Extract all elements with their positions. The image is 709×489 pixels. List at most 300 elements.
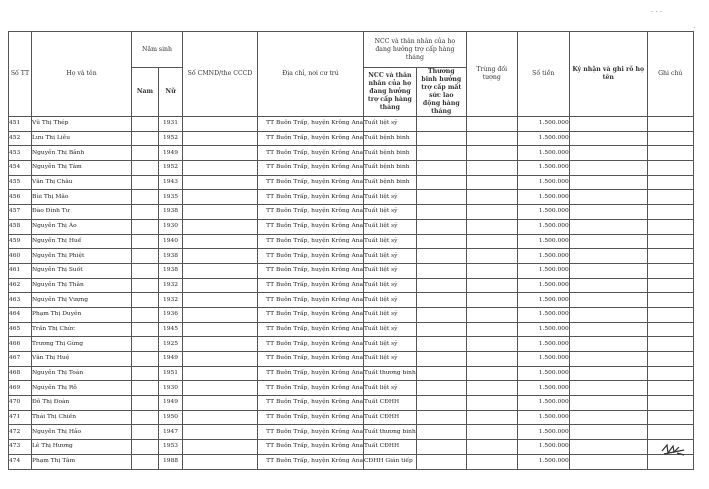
cell-ncc: Tuất liệt sỹ <box>364 190 417 205</box>
table-row <box>9 381 694 396</box>
cell-address: TT Buôn Trấp, huyện Krông Ana <box>258 249 364 264</box>
cell-sign <box>569 278 647 293</box>
cell-note <box>647 337 693 352</box>
cell-id-card <box>183 117 258 132</box>
cell-female: 1938 <box>159 263 183 278</box>
cell-note <box>647 307 693 322</box>
header-name: Họ và tên <box>32 32 132 117</box>
cell-male <box>132 131 159 146</box>
cell-duplicate <box>466 352 517 367</box>
cell-id-card <box>183 396 258 411</box>
cell-stt: 463 <box>9 293 32 308</box>
cell-female: 1949 <box>159 352 183 367</box>
cell-female: 1938 <box>159 205 183 220</box>
table-row <box>9 131 694 146</box>
cell-ncc: Tuất CĐHH <box>364 440 417 455</box>
cell-labor <box>416 366 466 381</box>
cell-ncc: Tuất CĐHH <box>364 396 417 411</box>
beneficiary-table <box>8 31 694 470</box>
cell-duplicate <box>466 219 517 234</box>
cell-amount: 1.500.000 <box>517 131 569 146</box>
cell-id-card <box>183 322 258 337</box>
cell-stt: 453 <box>9 146 32 161</box>
header-birth-year: Năm sinh <box>132 32 183 68</box>
cell-address: TT Buôn Trấp, huyện Krông Ana <box>258 307 364 322</box>
cell-sign <box>569 161 647 176</box>
cell-ncc: Tuất liệt sỹ <box>364 293 417 308</box>
cell-male <box>132 381 159 396</box>
cell-name: Đào Đình Tư <box>32 205 132 220</box>
cell-stt: 460 <box>9 249 32 264</box>
cell-labor <box>416 410 466 425</box>
header-sign: Ký nhận và ghi rõ họ tên <box>569 32 647 117</box>
cell-female: 1949 <box>159 146 183 161</box>
cell-labor <box>416 249 466 264</box>
cell-male <box>132 293 159 308</box>
cell-address: TT Buôn Trấp, huyện Krông Ana <box>258 219 364 234</box>
header-stt: Số TT <box>9 32 32 117</box>
cell-id-card <box>183 425 258 440</box>
cell-id-card <box>183 337 258 352</box>
cell-labor <box>416 307 466 322</box>
cell-labor <box>416 205 466 220</box>
cell-labor <box>416 396 466 411</box>
table-row <box>9 337 694 352</box>
cell-name: Nguyễn Thị Suốt <box>32 263 132 278</box>
cell-note <box>647 161 693 176</box>
cell-labor <box>416 425 466 440</box>
cell-amount: 1.500.000 <box>517 146 569 161</box>
table-row <box>9 175 694 190</box>
cell-stt: 464 <box>9 307 32 322</box>
table-row <box>9 161 694 176</box>
cell-address: TT Buôn Trấp, huyện Krông Ana <box>258 205 364 220</box>
cell-female: 1940 <box>159 234 183 249</box>
cell-id-card <box>183 131 258 146</box>
cell-female: 1930 <box>159 219 183 234</box>
cell-address: TT Buôn Trấp, huyện Krông Ana <box>258 190 364 205</box>
cell-labor <box>416 219 466 234</box>
cell-ncc: Tuất liệt sỹ <box>364 249 417 264</box>
cell-name: Trần Thị Chức <box>32 322 132 337</box>
cell-address: TT Buôn Trấp, huyện Krông Ana <box>258 454 364 469</box>
cell-amount: 1.500.000 <box>517 366 569 381</box>
cell-stt: 471 <box>9 410 32 425</box>
cell-duplicate <box>466 175 517 190</box>
header-id-card: Số CMND/the CCCD <box>183 32 258 117</box>
table-row <box>9 293 694 308</box>
cell-note <box>647 410 693 425</box>
cell-labor <box>416 293 466 308</box>
cell-stt: 467 <box>9 352 32 367</box>
header-ncc-sub: NCC và thân nhân của họ đang hưởng trợ cấp hàng tháng <box>364 68 417 117</box>
cell-address: TT Buôn Trấp, huyện Krông Ana <box>258 396 364 411</box>
cell-name: Nguyễn Thị Bảnh <box>32 146 132 161</box>
cell-sign <box>569 146 647 161</box>
cell-sign <box>569 219 647 234</box>
cell-stt: 461 <box>9 263 32 278</box>
cell-amount: 1.500.000 <box>517 322 569 337</box>
cell-labor <box>416 263 466 278</box>
cell-ncc: CĐHH Gián tiếp <box>364 454 417 469</box>
cell-ncc: Tuất bệnh binh <box>364 175 417 190</box>
cell-address: TT Buôn Trấp, huyện Krông Ana <box>258 117 364 132</box>
cell-name: Nguyễn Thị Áo <box>32 219 132 234</box>
cell-amount: 1.500.000 <box>517 410 569 425</box>
cell-labor <box>416 337 466 352</box>
header-note: Ghi chú <box>647 32 693 117</box>
cell-note <box>647 175 693 190</box>
cell-duplicate <box>466 454 517 469</box>
cell-duplicate <box>466 249 517 264</box>
cell-address: TT Buôn Trấp, huyện Krông Ana <box>258 293 364 308</box>
table-row <box>9 440 694 455</box>
cell-stt: 465 <box>9 322 32 337</box>
cell-note <box>647 234 693 249</box>
cell-name: Nguyễn Thị Vượng <box>32 293 132 308</box>
cell-male <box>132 337 159 352</box>
cell-male <box>132 234 159 249</box>
cell-ncc: Tuất liệt sỹ <box>364 219 417 234</box>
cell-name: Nguyễn Thị Tâm <box>32 161 132 176</box>
signature-mark <box>660 441 686 457</box>
cell-name: Bùi Thị Mão <box>32 190 132 205</box>
cell-id-card <box>183 190 258 205</box>
cell-amount: 1.500.000 <box>517 234 569 249</box>
cell-note <box>647 293 693 308</box>
cell-address: TT Buôn Trấp, huyện Krông Ana <box>258 366 364 381</box>
cell-male <box>132 410 159 425</box>
cell-duplicate <box>466 205 517 220</box>
cell-male <box>132 352 159 367</box>
cell-labor <box>416 322 466 337</box>
table-row <box>9 322 694 337</box>
cell-duplicate <box>466 234 517 249</box>
cell-male <box>132 146 159 161</box>
cell-duplicate <box>466 293 517 308</box>
cell-female: 1952 <box>159 161 183 176</box>
cell-female: 1932 <box>159 293 183 308</box>
cell-stt: 452 <box>9 131 32 146</box>
table-row <box>9 366 694 381</box>
cell-note <box>647 396 693 411</box>
cell-duplicate <box>466 131 517 146</box>
cell-labor <box>416 161 466 176</box>
cell-male <box>132 190 159 205</box>
cell-male <box>132 175 159 190</box>
corner-mark-right: · <box>693 24 696 32</box>
cell-labor <box>416 278 466 293</box>
cell-sign <box>569 249 647 264</box>
cell-female: 1930 <box>159 381 183 396</box>
cell-address: TT Buôn Trấp, huyện Krông Ana <box>258 381 364 396</box>
cell-labor <box>416 117 466 132</box>
cell-ncc: Tuất thương binh <box>364 425 417 440</box>
header-male: Nam <box>132 68 159 117</box>
cell-id-card <box>183 307 258 322</box>
cell-ncc: Tuất bệnh binh <box>364 146 417 161</box>
cell-sign <box>569 396 647 411</box>
cell-sign <box>569 322 647 337</box>
cell-amount: 1.500.000 <box>517 278 569 293</box>
cell-ncc: Tuất liệt sỹ <box>364 381 417 396</box>
table-row <box>9 190 694 205</box>
cell-ncc: Tuất liệt sỹ <box>364 337 417 352</box>
cell-male <box>132 425 159 440</box>
cell-sign <box>569 307 647 322</box>
cell-amount: 1.500.000 <box>517 337 569 352</box>
cell-duplicate <box>466 307 517 322</box>
cell-male <box>132 322 159 337</box>
cell-address: TT Buôn Trấp, huyện Krông Ana <box>258 337 364 352</box>
cell-ncc: Tuất liệt sỹ <box>364 234 417 249</box>
table-row <box>9 146 694 161</box>
cell-duplicate <box>466 190 517 205</box>
cell-amount: 1.500.000 <box>517 293 569 308</box>
cell-address: TT Buôn Trấp, huyện Krông Ana <box>258 263 364 278</box>
cell-amount: 1.500.000 <box>517 263 569 278</box>
cell-male <box>132 440 159 455</box>
cell-amount: 1.500.000 <box>517 352 569 367</box>
cell-address: TT Buôn Trấp, huyện Krông Ana <box>258 425 364 440</box>
cell-female: 1950 <box>159 410 183 425</box>
cell-note <box>647 219 693 234</box>
table-row <box>9 425 694 440</box>
cell-ncc: Tuất liệt sỹ <box>364 352 417 367</box>
cell-sign <box>569 381 647 396</box>
cell-female: 1935 <box>159 190 183 205</box>
cell-duplicate <box>466 366 517 381</box>
header-duplicate: Trùng đối tượng <box>466 32 517 117</box>
cell-id-card <box>183 381 258 396</box>
cell-name: Thái Thị Chiến <box>32 410 132 425</box>
cell-stt: 458 <box>9 219 32 234</box>
cell-address: TT Buôn Trấp, huyện Krông Ana <box>258 322 364 337</box>
cell-female: 1943 <box>159 175 183 190</box>
cell-ncc: Tuất liệt sỹ <box>364 117 417 132</box>
cell-stt: 456 <box>9 190 32 205</box>
cell-male <box>132 396 159 411</box>
cell-note <box>647 278 693 293</box>
table-row <box>9 249 694 264</box>
cell-ncc: Tuất liệt sỹ <box>364 278 417 293</box>
cell-sign <box>569 263 647 278</box>
cell-duplicate <box>466 440 517 455</box>
cell-address: TT Buôn Trấp, huyện Krông Ana <box>258 440 364 455</box>
cell-note <box>647 249 693 264</box>
cell-male <box>132 278 159 293</box>
cell-note <box>647 190 693 205</box>
cell-labor <box>416 131 466 146</box>
header-female: Nữ <box>159 68 183 117</box>
cell-sign <box>569 366 647 381</box>
cell-address: TT Buôn Trấp, huyện Krông Ana <box>258 234 364 249</box>
table-row <box>9 234 694 249</box>
cell-duplicate <box>466 410 517 425</box>
cell-male <box>132 249 159 264</box>
cell-name: Lưu Thị Liễu <box>32 131 132 146</box>
cell-id-card <box>183 293 258 308</box>
cell-sign <box>569 410 647 425</box>
cell-note <box>647 263 693 278</box>
cell-stt: 473 <box>9 440 32 455</box>
cell-id-card <box>183 249 258 264</box>
cell-female: 1931 <box>159 117 183 132</box>
table-row <box>9 410 694 425</box>
cell-ncc: Tuất bệnh binh <box>364 161 417 176</box>
cell-male <box>132 454 159 469</box>
cell-note <box>647 352 693 367</box>
cell-labor <box>416 381 466 396</box>
cell-labor <box>416 352 466 367</box>
cell-duplicate <box>466 337 517 352</box>
header-amount: Số tiền <box>517 32 569 117</box>
cell-stt: 457 <box>9 205 32 220</box>
cell-name: Phạm Thị Tâm <box>32 454 132 469</box>
table-row <box>9 278 694 293</box>
cell-labor <box>416 175 466 190</box>
cell-address: TT Buôn Trấp, huyện Krông Ana <box>258 410 364 425</box>
cell-duplicate <box>466 161 517 176</box>
cell-ncc: Tuất thương binh <box>364 366 417 381</box>
cell-stt: 459 <box>9 234 32 249</box>
cell-name: Nguyễn Thị Huế <box>32 234 132 249</box>
cell-note <box>647 425 693 440</box>
cell-amount: 1.500.000 <box>517 307 569 322</box>
cell-female: 1932 <box>159 278 183 293</box>
cell-ncc: Tuất liệt sỹ <box>364 205 417 220</box>
header-address: Địa chỉ, nơi cư trú <box>258 32 364 117</box>
cell-stt: 451 <box>9 117 32 132</box>
cell-female: 1945 <box>159 322 183 337</box>
cell-sign <box>569 440 647 455</box>
table-row <box>9 219 694 234</box>
table-body <box>9 117 694 470</box>
cell-female: 1952 <box>159 131 183 146</box>
header-ncc-group: NCC và thân nhân của họ đang hưởng trợ cấp hàng tháng <box>364 32 467 68</box>
cell-duplicate <box>466 381 517 396</box>
cell-male <box>132 307 159 322</box>
table-row <box>9 307 694 322</box>
cell-amount: 1.500.000 <box>517 381 569 396</box>
cell-amount: 1.500.000 <box>517 454 569 469</box>
cell-ncc: Tuất bệnh binh <box>364 131 417 146</box>
cell-stt: 462 <box>9 278 32 293</box>
cell-labor <box>416 190 466 205</box>
cell-address: TT Buôn Trấp, huyện Krông Ana <box>258 352 364 367</box>
cell-name: Nguyễn Thị Toàn <box>32 366 132 381</box>
cell-stt: 474 <box>9 454 32 469</box>
cell-amount: 1.500.000 <box>517 117 569 132</box>
cell-female: 1938 <box>159 249 183 264</box>
cell-female: 1925 <box>159 337 183 352</box>
cell-name: Lê Thị Hương <box>32 440 132 455</box>
cell-ncc: Tuất liệt sỹ <box>364 307 417 322</box>
cell-stt: 455 <box>9 175 32 190</box>
cell-id-card <box>183 205 258 220</box>
cell-name: Văn Thị Huệ <box>32 352 132 367</box>
cell-female: 1951 <box>159 366 183 381</box>
cell-id-card <box>183 263 258 278</box>
cell-labor <box>416 454 466 469</box>
cell-labor <box>416 234 466 249</box>
cell-id-card <box>183 161 258 176</box>
cell-note <box>647 117 693 132</box>
cell-stt: 454 <box>9 161 32 176</box>
cell-name: Nguyễn Thị Thân <box>32 278 132 293</box>
cell-sign <box>569 337 647 352</box>
cell-name: Trương Thị Gừng <box>32 337 132 352</box>
cell-id-card <box>183 410 258 425</box>
cell-stt: 466 <box>9 337 32 352</box>
cell-male <box>132 263 159 278</box>
cell-note <box>647 131 693 146</box>
table-row <box>9 205 694 220</box>
cell-id-card <box>183 234 258 249</box>
table-row <box>9 263 694 278</box>
cell-female: 1947 <box>159 425 183 440</box>
cell-female: 1949 <box>159 396 183 411</box>
cell-amount: 1.500.000 <box>517 190 569 205</box>
cell-sign <box>569 352 647 367</box>
cell-address: TT Buôn Trấp, huyện Krông Ana <box>258 146 364 161</box>
cell-name: Phạm Thị Duyên <box>32 307 132 322</box>
cell-note <box>647 366 693 381</box>
cell-name: Vũ Thị Thép <box>32 117 132 132</box>
cell-sign <box>569 454 647 469</box>
cell-address: TT Buôn Trấp, huyện Krông Ana <box>258 175 364 190</box>
cell-duplicate <box>466 396 517 411</box>
cell-address: TT Buôn Trấp, huyện Krông Ana <box>258 161 364 176</box>
cell-amount: 1.500.000 <box>517 249 569 264</box>
cell-labor <box>416 440 466 455</box>
cell-female: 1936 <box>159 307 183 322</box>
cell-duplicate <box>466 322 517 337</box>
cell-note <box>647 205 693 220</box>
cell-note <box>647 381 693 396</box>
cell-labor <box>416 146 466 161</box>
table-row <box>9 352 694 367</box>
cell-amount: 1.500.000 <box>517 205 569 220</box>
cell-sign <box>569 175 647 190</box>
cell-address: TT Buôn Trấp, huyện Krông Ana <box>258 278 364 293</box>
cell-id-card <box>183 454 258 469</box>
cell-address: TT Buôn Trấp, huyện Krông Ana <box>258 131 364 146</box>
cell-id-card <box>183 175 258 190</box>
cell-id-card <box>183 352 258 367</box>
cell-name: Nguyễn Thị Rỗ <box>32 381 132 396</box>
cell-sign <box>569 131 647 146</box>
cell-note <box>647 322 693 337</box>
cell-amount: 1.500.000 <box>517 425 569 440</box>
cell-stt: 469 <box>9 381 32 396</box>
cell-id-card <box>183 146 258 161</box>
cell-name: Nguyễn Thị Hảo <box>32 425 132 440</box>
cell-sign <box>569 425 647 440</box>
cell-amount: 1.500.000 <box>517 219 569 234</box>
cell-male <box>132 366 159 381</box>
cell-duplicate <box>466 146 517 161</box>
cell-stt: 468 <box>9 366 32 381</box>
cell-ncc: Tuất liệt sỹ <box>364 263 417 278</box>
cell-sign <box>569 117 647 132</box>
corner-mark-top: · · · <box>651 8 663 16</box>
cell-amount: 1.500.000 <box>517 161 569 176</box>
cell-id-card <box>183 278 258 293</box>
cell-note <box>647 146 693 161</box>
cell-sign <box>569 234 647 249</box>
cell-male <box>132 117 159 132</box>
